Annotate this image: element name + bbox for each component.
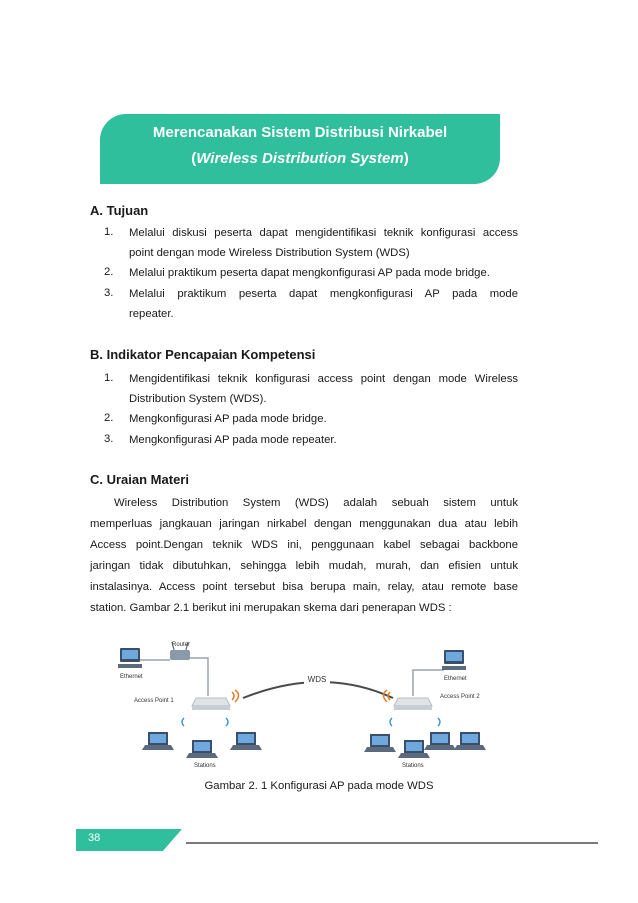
list-item: Melalui diskusi peserta dapat mengidentifikasi teknik konfigurasi access [129,227,518,239]
ethernet-label-left: Ethernet [120,674,143,680]
list-item: Melalui praktikum peserta dapat mengkonfigurasi AP pada mode bridge. [129,267,490,279]
laptop-left-2-icon [186,740,218,758]
section-a-heading: A. Tujuan [90,203,149,218]
laptop-right-1-icon [364,734,396,752]
list-item-continued: Distribution System (WDS). [129,393,267,405]
list-item-continued: repeater. [129,308,174,320]
list-item: Mengidentifikasi teknik konfigurasi access point dengan mode Wireless [129,373,518,385]
wifi-signal-stations-left-icon [182,718,228,726]
stations-label-left: Stations [194,763,216,769]
laptop-left-1-icon [142,732,174,750]
list-number: 3. [104,287,114,299]
list-item-continued: point dengan mode Wireless Distribution System (WDS) [129,247,410,259]
ap1-label: Access Point 1 [134,698,174,704]
paragraph-line: jaringan tidak dibutuhkan, sehingga lebih mudah, murah, dan efisien untuk [90,560,518,572]
figure-caption: Gambar 2. 1 Konfigurasi AP pada mode WDS [204,780,434,792]
list-item: Melalui praktikum peserta dapat mengkonfigurasi AP pada mode [129,288,518,300]
chapter-title-banner [100,114,500,184]
paragraph-line: memperluas jangkauan jaringan nirkabel dengan menggunakan dua atau lebih [90,518,518,530]
wifi-signal-ap1-icon [232,690,239,702]
footer-divider [186,842,598,844]
title-line-2: (Wireless Distribution System) [191,150,409,167]
list-number: 3. [104,433,114,445]
ethernet-label-right: Ethernet [444,676,467,682]
router-cable [188,658,208,696]
section-c-heading: C. Uraian Materi [90,472,189,487]
ap2-label: Access Point 2 [440,694,480,700]
list-number: 1. [104,372,114,384]
access-point-1-icon [192,698,230,710]
page-number: 38 [88,832,101,844]
desktop-computer-right-icon [442,650,466,670]
router-label: Router [172,642,191,648]
list-number: 2. [104,266,114,278]
paragraph-line: station. Gambar 2.1 berikut ini merupakan skema dari penerapan WDS : [90,602,452,614]
list-number: 1. [104,226,114,238]
wds-label: WDS [307,675,327,684]
laptop-right-3-icon [424,732,456,750]
list-item: Mengkonfigurasi AP pada mode repeater. [129,434,337,446]
ethernet-cable-right [413,670,444,696]
paragraph-line: Access point.Dengan teknik WDS ini, penggunaan kabel sebagai backbone [90,539,518,551]
laptop-right-4-icon [454,732,486,750]
access-point-2-icon [394,698,432,710]
paragraph-line: instalasinya. Access point tersebut bisa berupa main, relay, atau remote base [90,581,518,593]
section-b-heading: B. Indikator Pencapaian Kompetensi [90,347,316,362]
stations-label-right: Stations [402,763,424,769]
laptop-left-3-icon [230,732,262,750]
list-number: 2. [104,412,114,424]
desktop-computer-left-icon [118,648,142,668]
list-item: Mengkonfigurasi AP pada mode bridge. [129,413,327,425]
body-paragraph [90,497,518,622]
wifi-signal-stations-right-icon [390,718,440,726]
title-line-1: Merencanakan Sistem Distribusi Nirkabel [152,124,448,141]
wds-diagram [108,636,510,772]
wds-link [243,682,393,698]
paragraph-line: Wireless Distribution System (WDS) adalah sebuah sistem untuk [114,497,518,509]
